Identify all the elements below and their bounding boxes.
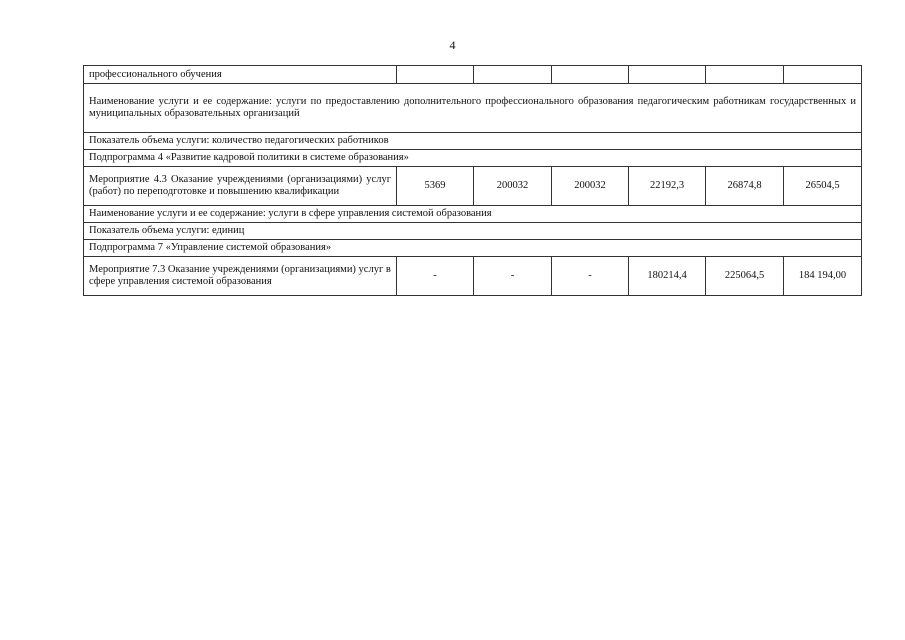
table-cell <box>706 66 784 84</box>
table-row-subprogram-7 <box>84 240 862 257</box>
table-cell: 22192,3 <box>629 167 706 206</box>
table-row-measure-4-3 <box>84 167 862 206</box>
indicator-cell: Показатель объема услуги: единиц <box>84 223 862 240</box>
table-cell: 5369 <box>397 167 474 206</box>
table-cell: 225064,5 <box>706 257 784 296</box>
table-cell <box>629 66 706 84</box>
table-cell <box>552 66 629 84</box>
program-table <box>83 65 862 296</box>
subprogram-cell: Подпрограмма 7 «Управление системой образования» <box>84 240 862 257</box>
table-cell: 200032 <box>474 167 552 206</box>
table-cell <box>474 66 552 84</box>
table-row-service-dpo <box>84 84 862 133</box>
measure-label: Мероприятие 7.3 Оказание учреждениями (организациями) услуг в сфере управления системой образования <box>84 257 397 296</box>
table-cell <box>397 66 474 84</box>
measure-label: Мероприятие 4.3 Оказание учреждениями (организациями) услуг (работ) по переподготовке и повышению квалификации <box>84 167 397 206</box>
table-cell: 200032 <box>552 167 629 206</box>
table-cell: - <box>552 257 629 296</box>
table-row-subprogram-4 <box>84 150 862 167</box>
row-label: профессионального обучения <box>84 66 397 84</box>
table-row-prof-education <box>84 66 862 84</box>
service-name-cell: Наименование услуги и ее содержание: услуги по предоставлению дополнительного профессионального образования педагогическим работникам государственных и муниципальных образовательных организаций <box>84 84 862 133</box>
table-cell: 26504,5 <box>784 167 862 206</box>
table-row-measure-7-3 <box>84 257 862 296</box>
service-name-cell: Наименование услуги и ее содержание: услуги в сфере управления системой образования <box>84 206 862 223</box>
table-cell: - <box>397 257 474 296</box>
table-cell: 180214,4 <box>629 257 706 296</box>
table-row-indicator-units <box>84 223 862 240</box>
indicator-cell: Показатель объема услуги: количество педагогических работников <box>84 133 862 150</box>
table-cell <box>784 66 862 84</box>
page-number: 4 <box>449 38 456 52</box>
table-row-service-management <box>84 206 862 223</box>
subprogram-cell: Подпрограмма 4 «Развитие кадровой политики в системе образования» <box>84 150 862 167</box>
table-cell: 184 194,00 <box>784 257 862 296</box>
table-cell: - <box>474 257 552 296</box>
table-row-indicator-teachers <box>84 133 862 150</box>
table-cell: 26874,8 <box>706 167 784 206</box>
